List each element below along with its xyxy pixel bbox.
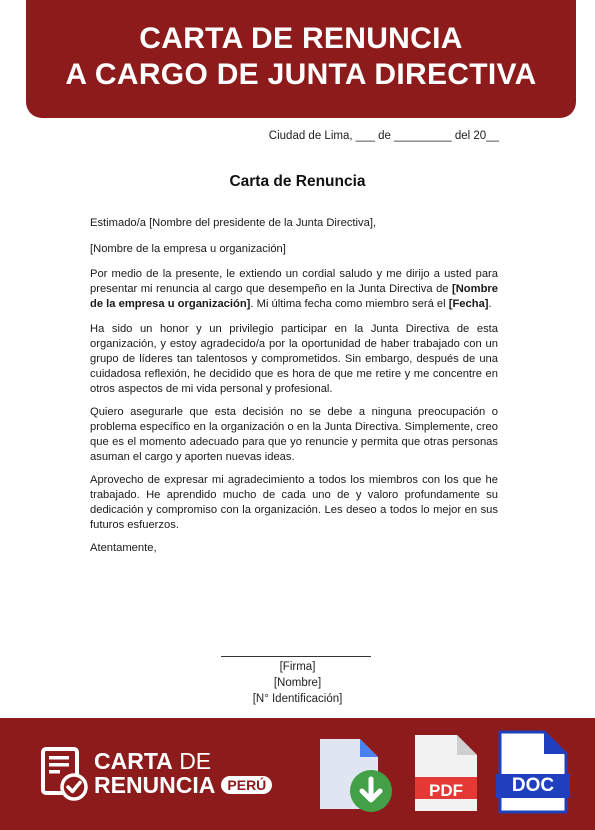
letter-title: Carta de Renuncia — [229, 173, 366, 190]
brand-peru-badge: PERÚ — [221, 776, 272, 794]
letter-company: [Nombre de la empresa u organización] — [90, 243, 286, 255]
letter-date-line: Ciudad de Lima, ___ de _________ del 20__ — [268, 130, 499, 142]
header-title-line-1: CARTA DE RENUNCIA — [139, 22, 463, 55]
brand-logo-text — [94, 749, 272, 797]
doc-file-icon[interactable] — [496, 730, 572, 814]
signature-id: [N° Identificación] — [252, 693, 343, 705]
signature-firma: [Firma] — [279, 661, 316, 673]
pdf-label: PDF — [429, 781, 463, 800]
header-title-line-2: A CARGO DE JUNTA DIRECTIVA — [65, 58, 537, 91]
letter-paragraph-3: Quiero asegurarle que esta decisión no se debe a ninguna preocupación o problema específico en la organización o en la Junta Directiva. Simplemente, creo que es el momento adecuado para que yo renuncie y permita que otras personas asuman el cargo y aporten nuevas ideas. — [90, 406, 498, 463]
brand-word-carta: CARTA — [94, 748, 173, 774]
brand-word-renuncia: RENUNCIA — [94, 772, 216, 798]
letter-greeting: Estimado/a [Nombre del presidente de la Junta Directiva], — [90, 217, 377, 229]
letter-closing: Atentamente, — [90, 542, 157, 554]
brand-word-de: DE — [179, 748, 212, 774]
google-docs-download-icon[interactable] — [316, 735, 396, 815]
brand-check-icon — [41, 747, 89, 801]
page-header-banner — [26, 0, 576, 118]
signature-line — [221, 656, 371, 657]
doc-label: DOC — [511, 775, 555, 796]
signature-nombre: [Nombre] — [273, 677, 322, 689]
letter-paragraph-4: Aprovecho de expresar mi agradecimiento a todos los miembros con los que he trabajado. He aprendido mucho de cada uno de y valoro profundamente su dedicación y compromiso con la organización. Les deseo a todos lo mejor en sus futuros esfuerzos. — [90, 474, 498, 531]
letter-paragraph-2: Ha sido un honor y un privilegio participar en la Junta Directiva de esta organización, y estoy agradecido/a por la oportunidad de haber trabajado con un grupo de líderes tan talentosos y comprometidos. Sin embargo, después de una cuidadosa reflexión, he decidido que es hora de que me retire y me concentre en otros aspectos de mi vida personal y profesional. — [90, 323, 498, 395]
letter-paragraph-1: Por medio de la presente, le extiendo un cordial saludo y me dirijo a usted para presentar mi renuncia al cargo que desempeño en la Junta Directiva de [Nombre de la empresa u organización]. Mi última fecha como miembro será el [Fecha]. — [90, 268, 498, 310]
